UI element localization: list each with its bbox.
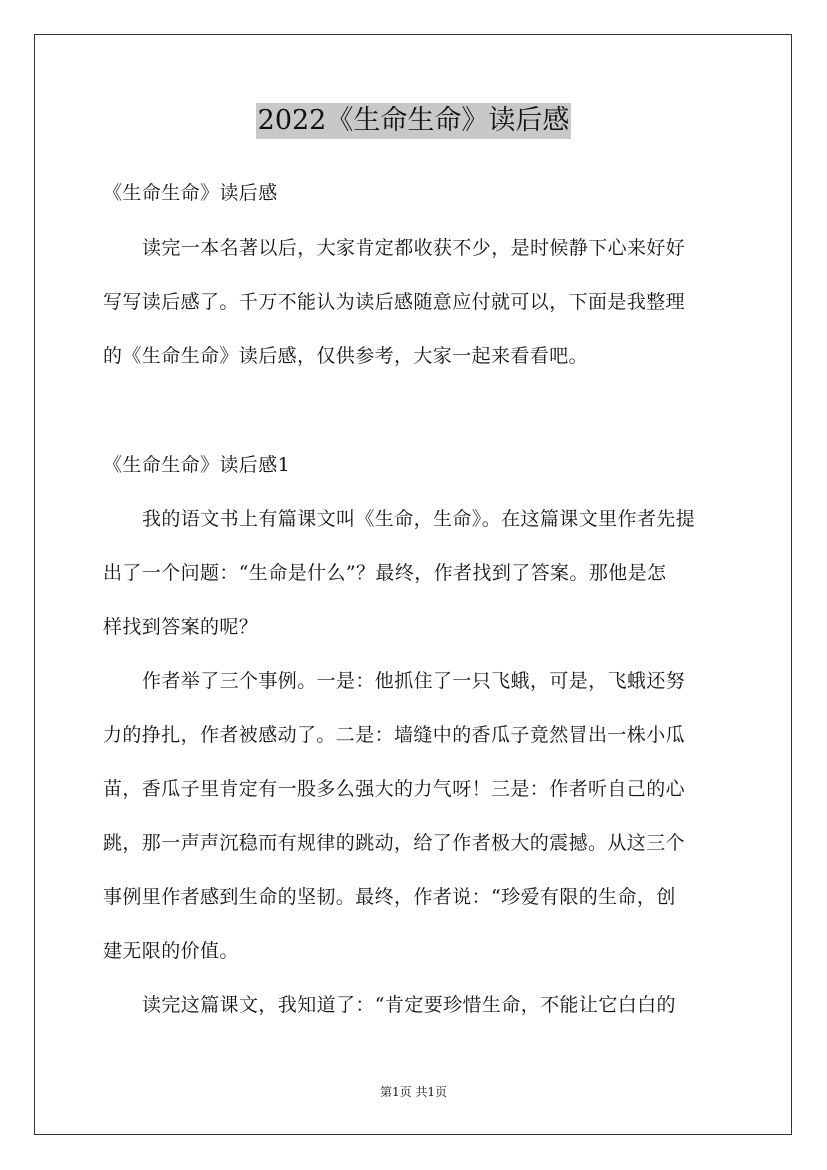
- body-line: 样找到答案的呢？: [103, 616, 259, 638]
- body-line: 跳，那一声声沉稳而有规律的跳动，给了作者极大的震撼。从这三个: [103, 832, 686, 854]
- body-line: 力的挣扎，作者被感动了。二是：墙缝中的香瓜子竟然冒出一株小瓜: [103, 724, 686, 746]
- body-line: 事例里作者感到生命的坚韧。最终，作者说：“珍爱有限的生命，创: [103, 886, 676, 908]
- body-line: 作者举了三个事例。一是：他抓住了一只飞蛾，可是，飞蛾还努: [142, 670, 686, 692]
- document-title-block: [0, 103, 827, 139]
- body-line: 我的语文书上有篇课文叫《生命，生命》。在这篇课文里作者先提: [142, 508, 696, 530]
- intro-line: 写写读后感了。千万不能认为读后感随意应付就可以，下面是我整理: [103, 291, 686, 313]
- intro-line: 的《生命生命》读后感，仅供参考，大家一起来看看吧。: [103, 345, 589, 367]
- section-heading: 《生命生命》读后感1: [103, 454, 291, 476]
- body-line: 苗，香瓜子里肯定有一股多么强大的力气呀！三是：作者听自己的心: [103, 778, 686, 800]
- body-line: 出了一个问题：“生命是什么”？最终，作者找到了答案。那他是怎: [103, 562, 667, 584]
- body-line: 建无限的价值。: [103, 940, 239, 962]
- intro-line: 读完一本名著以后，大家肯定都收获不少，是时候静下心来好好: [142, 237, 686, 259]
- body-line: 读完这篇课文，我知道了：“肯定要珍惜生命，不能让它白白的: [142, 994, 676, 1016]
- document-title: 2022《生命生命》读后感: [256, 103, 572, 139]
- page-footer: 第1页 共1页: [379, 1085, 448, 1099]
- subtitle: 《生命生命》读后感: [103, 182, 278, 204]
